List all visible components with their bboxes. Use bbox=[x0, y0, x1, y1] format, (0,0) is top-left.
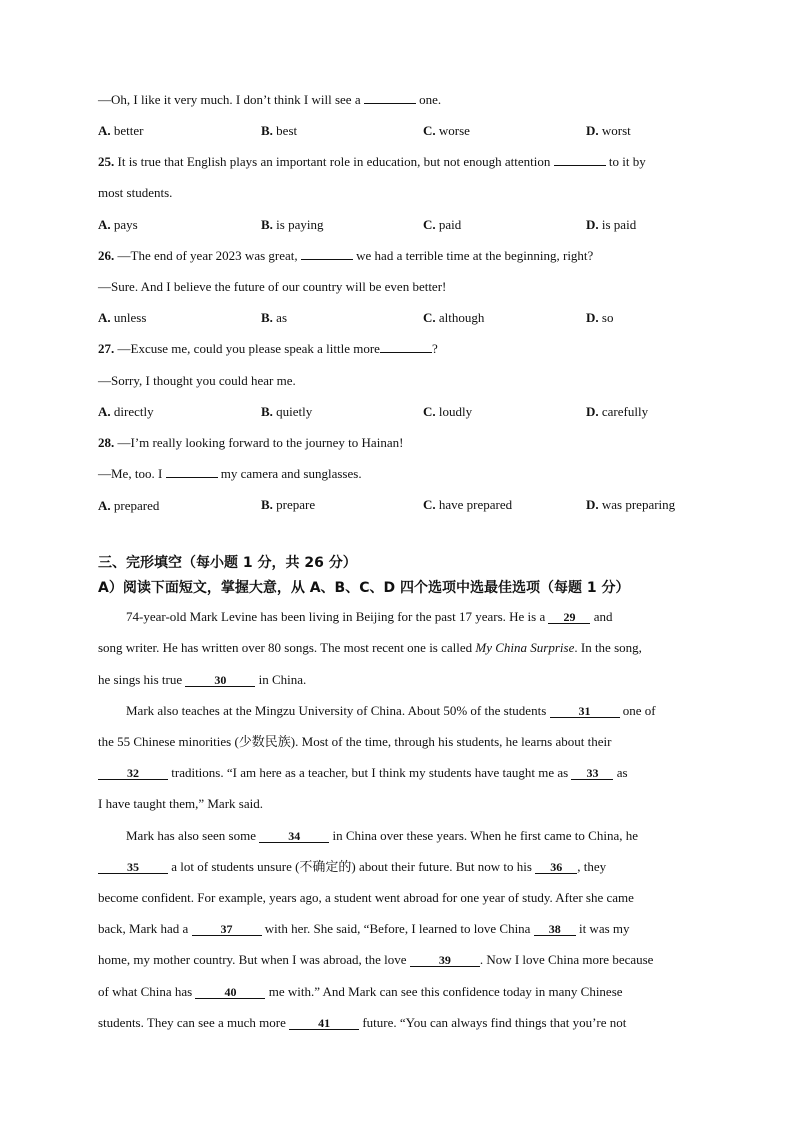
blank-37: 37 bbox=[192, 923, 262, 936]
q28-option-b: B. prepare bbox=[261, 497, 316, 512]
blank-40: 40 bbox=[195, 986, 265, 999]
q25-stem-line1: 25. It is true that English plays an important role in education, but not enough attention to it by bbox=[98, 154, 646, 169]
q28-stem-line1: 28. —I’m really looking forward to the journey to Hainan! bbox=[98, 435, 404, 450]
q27-stem-line1: 27. —Excuse me, could you please speak a little more ? bbox=[98, 341, 438, 356]
q24-option-b: B. best bbox=[261, 123, 298, 138]
passage-p1-line1: 74-year-old Mark Levine has been living in Beijing for the past 17 years. He is a 29 and bbox=[126, 609, 613, 624]
q25-option-b: B. is paying bbox=[261, 217, 324, 232]
q25-option-c: C. paid bbox=[423, 217, 462, 232]
q24-reply: —Oh, I like it very much. I don’t think I will see a one. bbox=[98, 92, 442, 107]
blank-34: 34 bbox=[259, 830, 329, 843]
passage-p2-line1: Mark also teaches at the Mingzu University of China. About 50% of the students 31 one of bbox=[126, 703, 656, 718]
q26-option-b: B. as bbox=[261, 310, 288, 325]
q24-blank bbox=[364, 92, 416, 104]
blank-33: 33 bbox=[571, 767, 613, 780]
passage-p3-line5: home, my mother country. But when I was abroad, the love 39 . Now I love China more because bbox=[98, 952, 654, 967]
q26-blank bbox=[301, 248, 353, 260]
q26-stem-line2: —Sure. And I believe the future of our country will be even better! bbox=[98, 279, 447, 294]
passage-p1-line3: he sings his true 30 in China. bbox=[98, 672, 307, 687]
blank-35: 35 bbox=[98, 861, 168, 874]
passage-p3-line1: Mark has also seen some 34 in China over these years. When he first came to China, he bbox=[126, 828, 638, 843]
q24-option-a: A. better bbox=[98, 123, 144, 138]
q27-option-d: D. carefully bbox=[586, 404, 649, 419]
blank-36: 36 bbox=[535, 861, 577, 874]
passage-p2-line4: I have taught them,” Mark said. bbox=[98, 796, 263, 811]
q28-stem-line2: —Me, too. I my camera and sunglasses. bbox=[98, 466, 362, 481]
blank-31: 31 bbox=[550, 705, 620, 718]
q26-option-c: C. although bbox=[423, 310, 485, 325]
q28-option-c: C. have prepared bbox=[423, 497, 513, 512]
q24-option-c: C. worse bbox=[423, 123, 470, 138]
passage-p2-line2: the 55 Chinese minorities (少数民族). Most of the time, through his students, he learns about their bbox=[98, 734, 612, 749]
q28-blank bbox=[166, 466, 218, 478]
blank-38: 38 bbox=[534, 923, 576, 936]
q26-stem-line1: 26. —The end of year 2023 was great, we had a terrible time at the beginning, right? bbox=[98, 248, 594, 263]
q25-option-a: A. pays bbox=[98, 217, 138, 232]
q27-option-a: A. directly bbox=[98, 404, 154, 419]
song-title: My China Surprise bbox=[475, 640, 575, 655]
q24-option-d: D. worst bbox=[586, 123, 631, 138]
passage-p3-line3: become confident. For example, years ago, a student went abroad for one year of study. After she came bbox=[98, 890, 634, 905]
blank-29: 29 bbox=[548, 611, 590, 624]
blank-32: 32 bbox=[98, 767, 168, 780]
blank-39: 39 bbox=[410, 954, 480, 967]
q25-option-d: D. is paid bbox=[586, 217, 637, 232]
q26-option-d: D. so bbox=[586, 310, 614, 325]
passage-p3-line4: back, Mark had a 37 with her. She said, “Before, I learned to love China 38 it was my bbox=[98, 921, 630, 936]
section3-title: 三、完形填空（每小题 1 分，共 26 分） bbox=[98, 555, 357, 571]
q25-stem-line2: most students. bbox=[98, 185, 173, 200]
q27-option-b: B. quietly bbox=[261, 404, 313, 419]
passage-p3-line6: of what China has 40 me with.” And Mark can see this confidence today in many Chinese bbox=[98, 984, 623, 999]
passage-p1-line2: song writer. He has written over 80 songs. The most recent one is called My China Surprise. In the song, bbox=[98, 640, 642, 655]
q27-blank bbox=[380, 341, 432, 353]
q27-option-c: C. loudly bbox=[423, 404, 473, 419]
blank-30: 30 bbox=[185, 674, 255, 687]
q25-blank bbox=[554, 154, 606, 166]
passage-p2-line3: 32 traditions. “I am here as a teacher, but I think my students have taught me as 33 as bbox=[98, 765, 628, 781]
q27-stem-line2: —Sorry, I thought you could hear me. bbox=[98, 373, 296, 388]
q26-option-a: A. unless bbox=[98, 310, 147, 325]
passage-p3-line7: students. They can see a much more 41 future. “You can always find things that you’re not bbox=[98, 1015, 627, 1030]
blank-41: 41 bbox=[289, 1017, 359, 1030]
q28-option-a: A. prepared bbox=[98, 498, 160, 513]
passage-p3-line2: 35 a lot of students unsure (不确定的) about their future. But now to his 36 , they bbox=[98, 859, 606, 875]
q28-option-d: D. was preparing bbox=[586, 497, 676, 512]
section3-subtitle: A）阅读下面短文，掌握大意，从 A、B、C、D 四个选项中选最佳选项（每题 1 分） bbox=[98, 580, 630, 596]
